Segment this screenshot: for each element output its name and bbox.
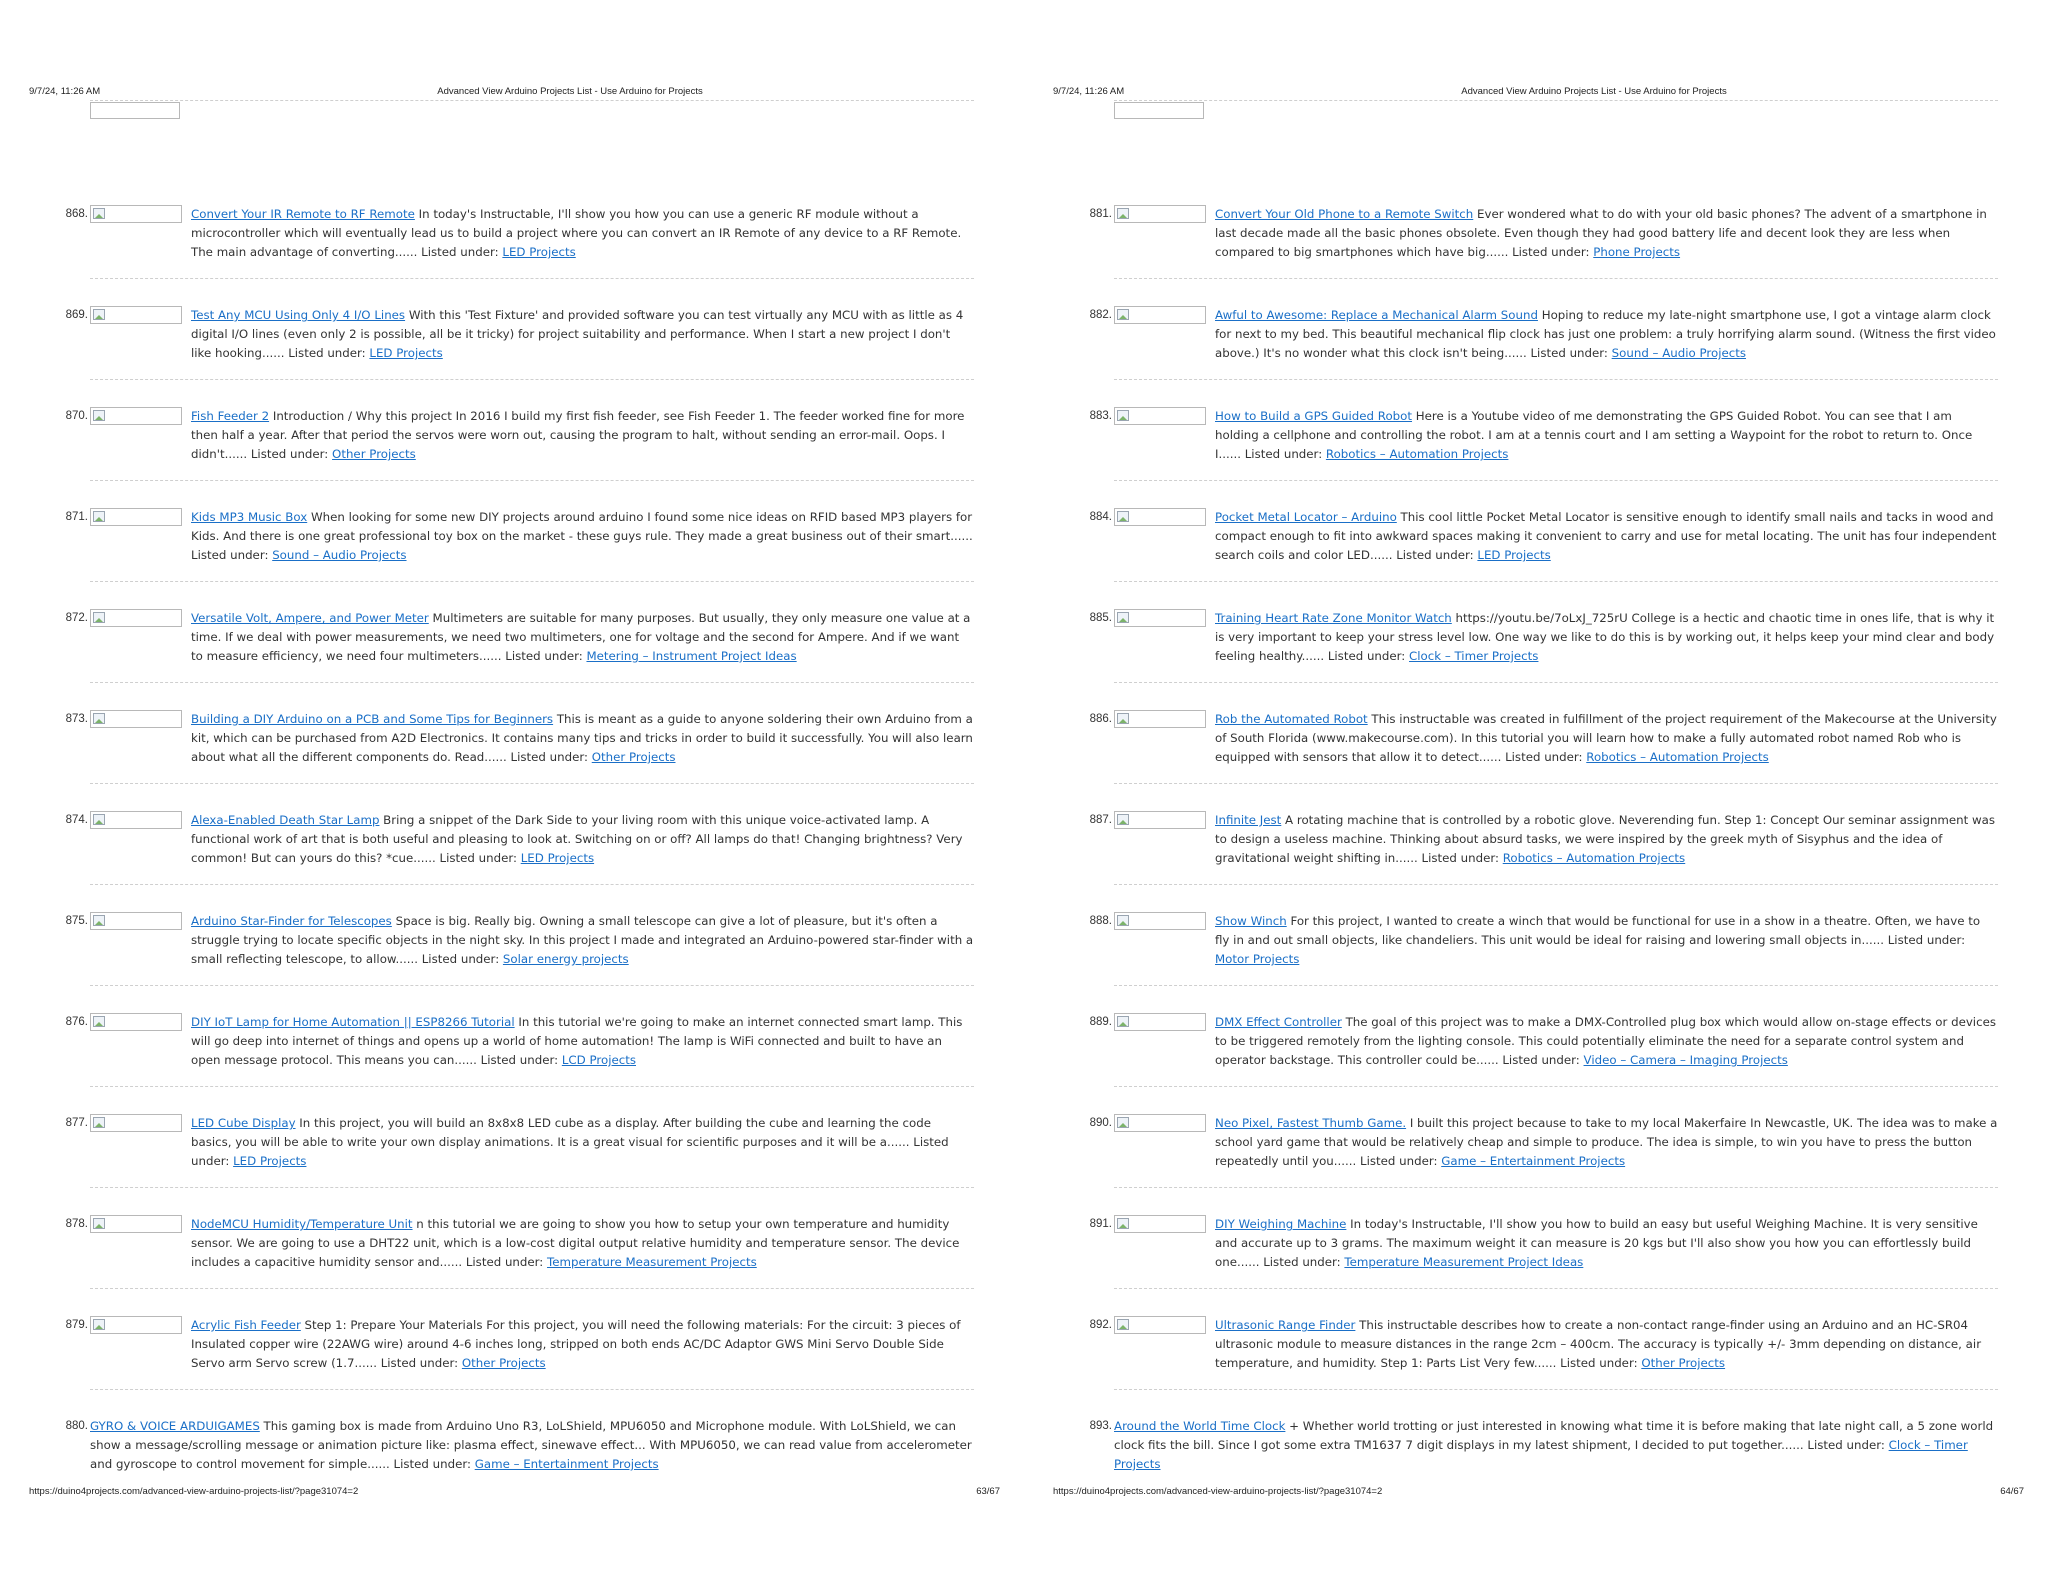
broken-image-icon[interactable] xyxy=(1114,710,1206,728)
broken-image-icon[interactable] xyxy=(1114,508,1206,526)
item-number: 868. xyxy=(65,208,88,220)
broken-image-icon[interactable] xyxy=(1114,912,1206,930)
broken-image-icon xyxy=(1114,102,1204,119)
item-text xyxy=(191,407,974,464)
list-item xyxy=(0,1111,1024,1206)
item-text xyxy=(1215,710,1998,767)
item-text xyxy=(191,508,974,565)
item-number: 872. xyxy=(65,612,88,624)
category-link[interactable]: Other Projects xyxy=(461,1356,546,1370)
project-title-link[interactable]: DIY Weighing Machine xyxy=(1215,1217,1347,1231)
list-item xyxy=(0,202,1024,297)
category-link[interactable]: Metering – Instrument Project Ideas xyxy=(586,649,797,663)
divider xyxy=(90,985,974,986)
broken-image-icon[interactable] xyxy=(1114,1114,1206,1132)
category-link[interactable]: Motor Projects xyxy=(1215,952,1300,966)
project-description: When looking for some new DIY projects around arduino I found some nice ideas on RFID based MP3 players for Kids. And there is one great professional toy box on the market - these guys rule. They made a great business out of their smart...... Listed under: xyxy=(191,510,973,562)
list-item xyxy=(1024,1010,2048,1105)
item-number: 887. xyxy=(1089,814,1112,826)
project-description: Space is big. Really big. Owning a small telescope can give a lot of pleasure, but it's often a struggle trying to locate specific objects in the night sky. In this project I made and integrated an Arduino-powered star-finder with a small reflecting telescope, to allow...... Listed under: xyxy=(191,914,974,966)
project-description: This is meant as a guide to anyone soldering their own Arduino from a kit, which can be purchased from A2D Electronics. It contains many tips and tricks in order to build it successfully. You will also learn about what all the different components do. Read...... Listed under: xyxy=(191,712,973,764)
divider xyxy=(90,1187,974,1188)
divider xyxy=(1114,100,1998,101)
project-title-link[interactable]: Versatile Volt, Ampere, and Power Meter xyxy=(191,611,429,625)
item-text xyxy=(191,1215,974,1272)
item-number: 877. xyxy=(65,1117,88,1129)
broken-image-icon[interactable] xyxy=(1114,407,1206,425)
list-item xyxy=(0,505,1024,600)
item-number: 879. xyxy=(65,1319,88,1331)
project-title-link[interactable]: Kids MP3 Music Box xyxy=(191,510,308,524)
list-item xyxy=(0,909,1024,1004)
project-description: This instructable was created in fulfillment of the project requirement of the Makecourse at the University of South Florida (www.makecourse.com). In this tutorial you will learn how to make a fully automated robot named Rob who is equipped with sensors that allow it to detect...... Listed under: xyxy=(1215,712,1997,764)
category-link[interactable]: Sound – Audio Projects xyxy=(272,548,407,562)
project-description: This cool little Pocket Metal Locator is sensitive enough to identify small nails and tacks in wood and compact enough to fit into awkward spaces making it convenient to carry and use for metal locating. The unit has four independent search coils and color LED...... Listed under: xyxy=(1215,510,1997,562)
list-item xyxy=(1024,202,2048,297)
project-title-link[interactable]: Awful to Awesome: Replace a Mechanical Alarm Sound xyxy=(1215,308,1538,322)
broken-image-icon[interactable] xyxy=(90,306,182,324)
project-description: In today's Instructable, I'll show you how you can use a generic RF module without a microcontroller which will eventually lead us to build a project where you can convert an IR Remote of any device to a RF Remote. The main advantage of converting...... Listed under: xyxy=(191,207,962,259)
divider xyxy=(90,884,974,885)
item-text xyxy=(191,811,974,868)
project-title-link[interactable]: Arduino Star-Finder for Telescopes xyxy=(191,914,392,928)
page-title: Advanced View Arduino Projects List - Use Arduino for Projects xyxy=(437,86,703,97)
project-title-link[interactable]: NodeMCU Humidity/Temperature Unit xyxy=(191,1217,413,1231)
item-number: 883. xyxy=(1089,410,1112,422)
list-item xyxy=(0,303,1024,398)
project-description: n this tutorial we are going to show you how to setup your own temperature and humidity sensor. We are going to use a DHT22 unit, which is a low-cost digital output relative humidity and temperature sensor. The device includes a capacitive humidity sensor and...... Listed under: xyxy=(191,1217,960,1269)
divider xyxy=(90,278,974,279)
category-link[interactable]: Game – Entertainment Projects xyxy=(474,1457,659,1471)
list-item xyxy=(1024,1313,2048,1408)
divider xyxy=(1114,581,1998,582)
category-link[interactable]: Temperature Measurement Projects xyxy=(547,1255,757,1269)
divider xyxy=(1114,682,1998,683)
item-text xyxy=(191,609,974,666)
item-text xyxy=(191,710,974,767)
item-text xyxy=(1215,1013,1998,1070)
print-url: https://duino4projects.com/advanced-view-arduino-projects-list/?page31074=2 xyxy=(29,1486,359,1497)
list-item xyxy=(1024,1212,2048,1307)
item-text xyxy=(191,1114,974,1171)
print-date: 9/7/24, 11:26 AM xyxy=(1053,86,1125,97)
item-number: 869. xyxy=(65,309,88,321)
project-description: Here is a Youtube video of me demonstrating the GPS Guided Robot. You can see that I am holding a cellphone and controlling the robot. I am at a tennis court and I am setting a Waypoint for the robot to return to. Once I...... Listed under: xyxy=(1215,409,1973,461)
item-number: 885. xyxy=(1089,612,1112,624)
list-item xyxy=(0,1010,1024,1105)
divider xyxy=(1114,884,1998,885)
list-item xyxy=(1024,606,2048,701)
list-item xyxy=(1024,505,2048,600)
category-link[interactable]: Robotics – Automation Projects xyxy=(1502,851,1686,865)
broken-image-icon[interactable] xyxy=(90,1316,182,1334)
project-title-link[interactable]: DMX Effect Controller xyxy=(1215,1015,1342,1029)
list-item xyxy=(0,1313,1024,1408)
project-title-link[interactable]: Infinite Jest xyxy=(1215,813,1282,827)
list-item xyxy=(1024,707,2048,802)
item-text xyxy=(1114,1417,1998,1474)
divider xyxy=(1114,480,1998,481)
item-number: 875. xyxy=(65,915,88,927)
item-number: 876. xyxy=(65,1016,88,1028)
divider xyxy=(1114,1389,1998,1390)
print-date: 9/7/24, 11:26 AM xyxy=(29,86,101,97)
project-title-link[interactable]: Convert Your Old Phone to a Remote Switch xyxy=(1215,207,1474,221)
item-text xyxy=(1215,912,1998,969)
item-text xyxy=(191,1316,974,1373)
project-title-link[interactable]: Show Winch xyxy=(1215,914,1287,928)
list-item xyxy=(0,404,1024,499)
category-link[interactable]: LED Projects xyxy=(502,245,576,259)
project-description: This instructable describes how to create a non-contact range-finder using an Arduino and an HC-SR04 ultrasonic module to measure distances in the range 2cm – 400cm. The accuracy is typically +/- 3mm depending on distance, air temperature, and humidity. Step 1: Parts List Very few...... Listed under: xyxy=(1215,1318,1982,1370)
project-title-link[interactable]: Neo Pixel, Fastest Thumb Game. xyxy=(1215,1116,1407,1130)
divider xyxy=(90,480,974,481)
item-text xyxy=(1215,1316,1998,1373)
divider xyxy=(90,1288,974,1289)
divider xyxy=(1114,379,1998,380)
project-description: Introduction / Why this project In 2016 I build my first fish feeder, see Fish Feeder 1. The feeder worked fine for more then half a year. After that period the servos were worn out, causing the program to halt, without sending an error-mail. Oops. I didn't...... Listed under: xyxy=(191,409,965,461)
item-number: 889. xyxy=(1089,1016,1112,1028)
project-description: Ever wondered what to do with your old basic phones? The advent of a smartphone in last decade made all the basic phones obsolete. Even though they had good battery life and decent look they are less when compared to big smartphones which have big...... Listed under: xyxy=(1215,207,1987,259)
item-text xyxy=(1215,508,1998,565)
project-title-link[interactable]: Pocket Metal Locator – Arduino xyxy=(1215,510,1397,524)
broken-image-icon[interactable] xyxy=(1114,811,1206,829)
category-link[interactable]: LED Projects xyxy=(1477,548,1551,562)
broken-image-icon[interactable] xyxy=(1114,205,1206,223)
project-description: https://youtu.be/7oLxJ_725rU College is a hectic and chaotic time in ones life, that is why it is very important to keep your stress level low. One way we like to do this is by working out, it helps keep your mind clear and body feeling healthy...... Listed under: xyxy=(1215,611,1995,663)
category-link[interactable]: Temperature Measurement Project Ideas xyxy=(1344,1255,1584,1269)
project-title-link[interactable]: How to Build a GPS Guided Robot xyxy=(1215,409,1413,423)
list-item xyxy=(1024,909,2048,1004)
divider xyxy=(90,1086,974,1087)
broken-image-icon[interactable] xyxy=(90,205,182,223)
item-number: 880. xyxy=(65,1420,88,1432)
broken-image-icon xyxy=(90,102,180,119)
item-number: 870. xyxy=(65,410,88,422)
item-text xyxy=(90,1417,974,1474)
project-description: Multimeters are suitable for many purposes. But usually, they only measure one value at a time. If we deal with power measurements, we need two multimeters, one for voltage and the second for Ampere. And if we want to measure efficiency, we need four multimeters...... Listed under: xyxy=(191,611,971,663)
project-title-link[interactable]: Convert Your IR Remote to RF Remote xyxy=(191,207,415,221)
page-number: 63/67 xyxy=(976,1486,1000,1497)
divider xyxy=(90,379,974,380)
broken-image-icon[interactable] xyxy=(1114,306,1206,324)
category-link[interactable]: Solar energy projects xyxy=(502,952,629,966)
divider xyxy=(1114,1187,1998,1188)
divider xyxy=(90,100,974,101)
project-description: Step 1: Prepare Your Materials For this project, you will need the following materials: For the circuit: 3 pieces of Insulated copper wire (22AWG wire) around 4-6 inches long, stripped on both ends AC/DC Adaptor GWS Mini Servo Double Side Servo arm Servo screw (1.7...... Listed under: xyxy=(191,1318,961,1370)
item-number: 873. xyxy=(65,713,88,725)
item-number: 891. xyxy=(1089,1218,1112,1230)
list-item xyxy=(0,1212,1024,1307)
category-link[interactable]: LED Projects xyxy=(233,1154,307,1168)
project-description: In this project, you will build an 8x8x8 LED cube as a display. After building the cube and learning the code basics, you will be able to write your own display animations. It is a great visual for scientific purposes and it will be a...... Listed under: xyxy=(191,1116,949,1168)
divider xyxy=(1114,278,1998,279)
item-text xyxy=(1215,306,1998,363)
project-title-link[interactable]: Building a DIY Arduino on a PCB and Some Tips for Beginners xyxy=(191,712,554,726)
project-description: This gaming box is made from Arduino Uno R3, LoLShield, MPU6050 and Microphone module. With LoLShield, we can show a message/scrolling message or animation picture like: plasma effect, sinewave effect... With MPU6050, we can read value from accelerometer and gyroscope to control movement for simple...... Listed under: xyxy=(90,1419,972,1471)
project-description: Bring a snippet of the Dark Side to your living room with this unique voice-activated lamp. A functional work of art that is both useful and pleasing to look at. Switching on or off? All lamps do that! Changing brightness? Very common! But can yours do this? *cue...... Listed under: xyxy=(191,813,963,865)
item-text xyxy=(1215,609,1998,666)
project-title-link[interactable]: DIY IoT Lamp for Home Automation || ESP8266 Tutorial xyxy=(191,1015,515,1029)
category-link[interactable]: Robotics – Automation Projects xyxy=(1325,447,1509,461)
project-title-link[interactable]: GYRO & VOICE ARDUIGAMES xyxy=(90,1419,260,1433)
category-link[interactable]: Clock – Timer Projects xyxy=(1409,649,1539,663)
category-link[interactable]: Video – Camera – Imaging Projects xyxy=(1583,1053,1788,1067)
item-text xyxy=(1215,205,1998,262)
category-link[interactable]: Phone Projects xyxy=(1593,245,1681,259)
category-link[interactable]: Clock – Timer Projects xyxy=(1114,1438,1968,1471)
divider xyxy=(1114,1288,1998,1289)
project-title-link[interactable]: Rob the Automated Robot xyxy=(1215,712,1368,726)
project-description: For this project, I wanted to create a winch that would be functional for use in a show in a theatre. Often, we have to fly in and out small objects, like chandeliers. This unit would be ideal for raising and lowering small objects in...... Listed under: xyxy=(1215,914,1981,947)
category-link[interactable]: Sound – Audio Projects xyxy=(1611,346,1746,360)
list-item xyxy=(0,606,1024,701)
category-link[interactable]: Game – Entertainment Projects xyxy=(1441,1154,1626,1168)
item-number: 882. xyxy=(1089,309,1112,321)
divider xyxy=(90,783,974,784)
project-title-link[interactable]: Ultrasonic Range Finder xyxy=(1215,1318,1356,1332)
project-title-link[interactable]: Around the World Time Clock xyxy=(1114,1419,1286,1433)
category-link[interactable]: LED Projects xyxy=(369,346,443,360)
item-number: 892. xyxy=(1089,1319,1112,1331)
broken-image-icon[interactable] xyxy=(90,811,182,829)
project-title-link[interactable]: LED Cube Display xyxy=(191,1116,296,1130)
project-title-link[interactable]: Acrylic Fish Feeder xyxy=(191,1318,301,1332)
item-text xyxy=(1215,407,1998,464)
project-title-link[interactable]: Fish Feeder 2 xyxy=(191,409,270,423)
list-item xyxy=(0,707,1024,802)
broken-image-icon[interactable] xyxy=(1114,1215,1206,1233)
broken-image-icon[interactable] xyxy=(90,1215,182,1233)
item-text xyxy=(191,306,974,363)
broken-image-icon[interactable] xyxy=(90,1114,182,1132)
category-link[interactable]: LCD Projects xyxy=(561,1053,636,1067)
broken-image-icon[interactable] xyxy=(1114,1013,1206,1031)
item-text xyxy=(191,912,974,969)
broken-image-icon[interactable] xyxy=(90,710,182,728)
broken-image-icon[interactable] xyxy=(90,609,182,627)
category-link[interactable]: Other Projects xyxy=(591,750,676,764)
project-title-link[interactable]: Training Heart Rate Zone Monitor Watch xyxy=(1215,611,1452,625)
broken-image-icon[interactable] xyxy=(1114,1316,1206,1334)
item-number: 881. xyxy=(1089,208,1112,220)
item-number: 890. xyxy=(1089,1117,1112,1129)
divider xyxy=(90,581,974,582)
print-url: https://duino4projects.com/advanced-view-arduino-projects-list/?page31074=2 xyxy=(1053,1486,1383,1497)
project-description: A rotating machine that is controlled by a robotic glove. Neverending fun. Step 1: Concept Our seminar assignment was to design a useless machine. Thinking about absurd tasks, we were inspired by the greek myth of Sisyphus and the idea of gravitational weight shifting in...... Listed under: xyxy=(1215,813,1996,865)
item-text xyxy=(191,1013,974,1070)
divider xyxy=(1114,985,1998,986)
item-number: 878. xyxy=(65,1218,88,1230)
category-link[interactable]: Robotics – Automation Projects xyxy=(1586,750,1769,764)
project-description: Hoping to reduce my late-night smartphone use, I got a vintage alarm clock for next to my bed. This beautiful mechanical flip clock has just one problem: a truly horrifying alarm sound. (Witness the first video above.) It's no wonder what this clock isn't being...... Listed under: xyxy=(1215,308,1996,360)
print-page-64 xyxy=(1024,0,2048,1582)
divider xyxy=(1114,1086,1998,1087)
broken-image-icon[interactable] xyxy=(90,508,182,526)
item-text xyxy=(1215,1114,1998,1171)
project-description: With this 'Test Fixture' and provided software you can test virtually any MCU with as little as 4 digital I/O lines (even only 2 is possible, all be it tricky) for project suitability and performance. When I start a new project I don't like hooking...... Listed under: xyxy=(191,308,964,360)
project-title-link[interactable]: Alexa-Enabled Death Star Lamp xyxy=(191,813,380,827)
category-link[interactable]: Other Projects xyxy=(1641,1356,1726,1370)
list-item xyxy=(1024,808,2048,903)
list-item xyxy=(1024,1111,2048,1206)
divider xyxy=(1114,783,1998,784)
broken-image-icon[interactable] xyxy=(90,407,182,425)
item-text xyxy=(1215,811,1998,868)
divider xyxy=(90,682,974,683)
category-link[interactable]: Other Projects xyxy=(332,447,416,461)
project-description: The goal of this project was to make a DMX-Controlled plug box which would allow on-stage effects or devices to be triggered remotely from the lighting console. This could potentially eliminate the need for a separate control system and operator backstage. This controller could be...... Listed under: xyxy=(1215,1015,1996,1067)
item-number: 874. xyxy=(65,814,88,826)
list-item xyxy=(1024,303,2048,398)
page-title: Advanced View Arduino Projects List - Use Arduino for Projects xyxy=(1461,86,1727,97)
item-number: 886. xyxy=(1089,713,1112,725)
item-number: 888. xyxy=(1089,915,1112,927)
broken-image-icon[interactable] xyxy=(1114,609,1206,627)
item-number: 884. xyxy=(1089,511,1112,523)
broken-image-icon[interactable] xyxy=(90,912,182,930)
project-description: In this tutorial we're going to make an internet connected smart lamp. This will go deep into internet of things and opens up a world of home automation! The lamp is WiFi connected and built to have an open message protocol. This means you can...... Listed under: xyxy=(191,1015,963,1067)
broken-image-icon[interactable] xyxy=(90,1013,182,1031)
category-link[interactable]: LED Projects xyxy=(520,851,595,865)
list-item xyxy=(0,808,1024,903)
project-description: I built this project because to take to my local Makerfaire In Newcastle, UK. The idea was to make a school yard game that would be relatively cheap and simple to produce. The idea is simple, to win you have to press the button repeatedly until you...... Listed under: xyxy=(1215,1116,1998,1168)
item-number: 893. xyxy=(1089,1420,1112,1432)
divider xyxy=(90,1389,974,1390)
project-description: + Whether world trotting or just interested in knowing what time it is before making that late night call, a 5 zone world clock fits the bill. Since I got some extra TM1637 7 digit displays in my latest shipment, I decided to put together...... Listed under: xyxy=(1114,1419,1994,1452)
item-number: 871. xyxy=(65,511,88,523)
list-item xyxy=(1024,404,2048,499)
project-title-link[interactable]: Test Any MCU Using Only 4 I/O Lines xyxy=(191,308,406,322)
item-text xyxy=(1215,1215,1998,1272)
project-description: In today's Instructable, I'll show you how to build an easy but useful Weighing Machine. It is very sensitive and accurate up to 3 grams. The maximum weight it can measure is 20 kgs but I'll also show you how you can effortlessly build one...... Listed under: xyxy=(1215,1217,1978,1269)
item-text xyxy=(191,205,974,262)
page-number: 64/67 xyxy=(2000,1486,2024,1497)
